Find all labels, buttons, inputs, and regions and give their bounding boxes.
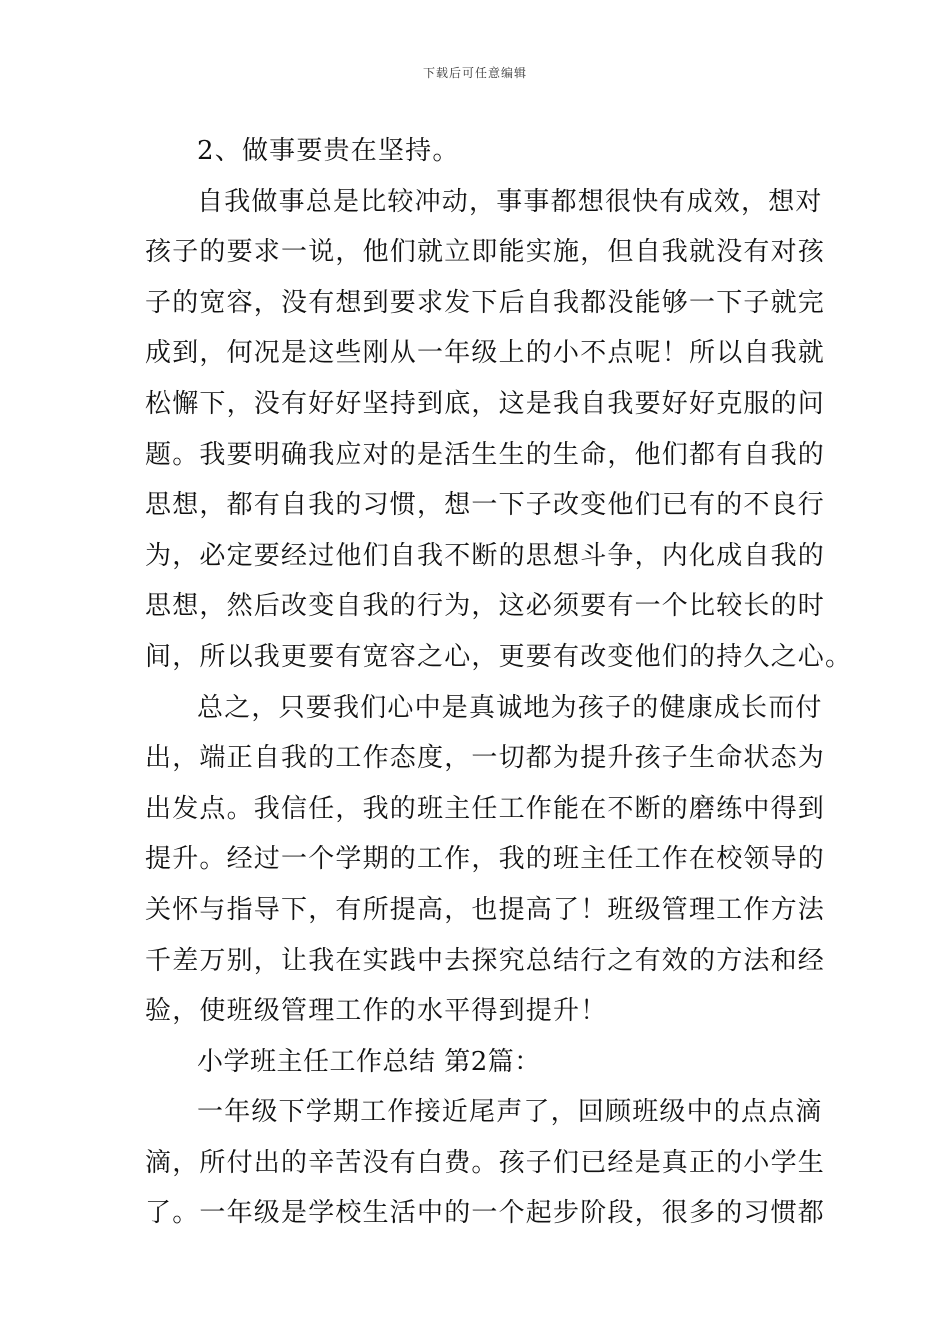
paragraph-line: 关怀与指导下，有所提高，也提高了！班级管理工作方法 [145, 894, 826, 925]
paragraph-line: 提升。经过一个学期的工作，我的班主任工作在校领导的 [145, 844, 826, 875]
paragraph-line: 千差万别，让我在实践中去探究总结行之有效的方法和经 [145, 945, 826, 976]
paragraph-line: 间，所以我更要有宽容之心，更要有改变他们的持久之心。 [145, 641, 853, 672]
paragraph-line: 题。我要明确我应对的是活生生的生命，他们都有自我的 [145, 439, 826, 470]
paragraph-line: 出，端正自我的工作态度，一切都为提升孩子生命状态为 [145, 743, 826, 774]
paragraph-line: 松懈下，没有好好坚持到底，这是我自我要好好克服的问 [145, 388, 826, 419]
paragraph-line: 一年级下学期工作接近尾声了，回顾班级中的点点滴 [197, 1097, 823, 1128]
paragraph-line: 总之，只要我们心中是真诚地为孩子的健康成长而付 [197, 692, 823, 723]
paragraph-line: 成到，何况是这些刚从一年级上的小不点呢！所以自我就 [145, 338, 826, 369]
paragraph-line: 子的宽容，没有想到要求发下后自我都没能够一下子就完 [145, 287, 826, 318]
paragraph-line: 出发点。我信任，我的班主任工作能在不断的磨练中得到 [145, 793, 826, 824]
paragraph-line: 滴，所付出的辛苦没有白费。孩子们已经是真正的小学生 [145, 1147, 826, 1178]
paragraph-line: 思想，然后改变自我的行为，这必须要有一个比较长的时 [145, 591, 826, 622]
paragraph-line: 为，必定要经过他们自我不断的思想斗争，内化成自我的 [145, 540, 826, 571]
paragraph-line: 验，使班级管理工作的水平得到提升！ [145, 996, 608, 1027]
article-subtitle: 小学班主任工作总结 第2篇： [197, 1046, 541, 1077]
paragraph-line: 孩子的要求一说，他们就立即能实施，但自我就没有对孩 [145, 237, 826, 268]
page-header: 下载后可任意编辑 [422, 66, 527, 80]
paragraph-line: 自我做事总是比较冲动，事事都想很快有成效，想对 [197, 186, 823, 217]
paragraph-line: 思想，都有自我的习惯，想一下子改变他们已有的不良行 [145, 490, 826, 521]
document-body [145, 126, 853, 1239]
section-heading: 2、做事要贵在坚持。 [197, 136, 460, 166]
paragraph-line: 了。一年级是学校生活中的一个起步阶段，很多的习惯都 [145, 1198, 826, 1229]
